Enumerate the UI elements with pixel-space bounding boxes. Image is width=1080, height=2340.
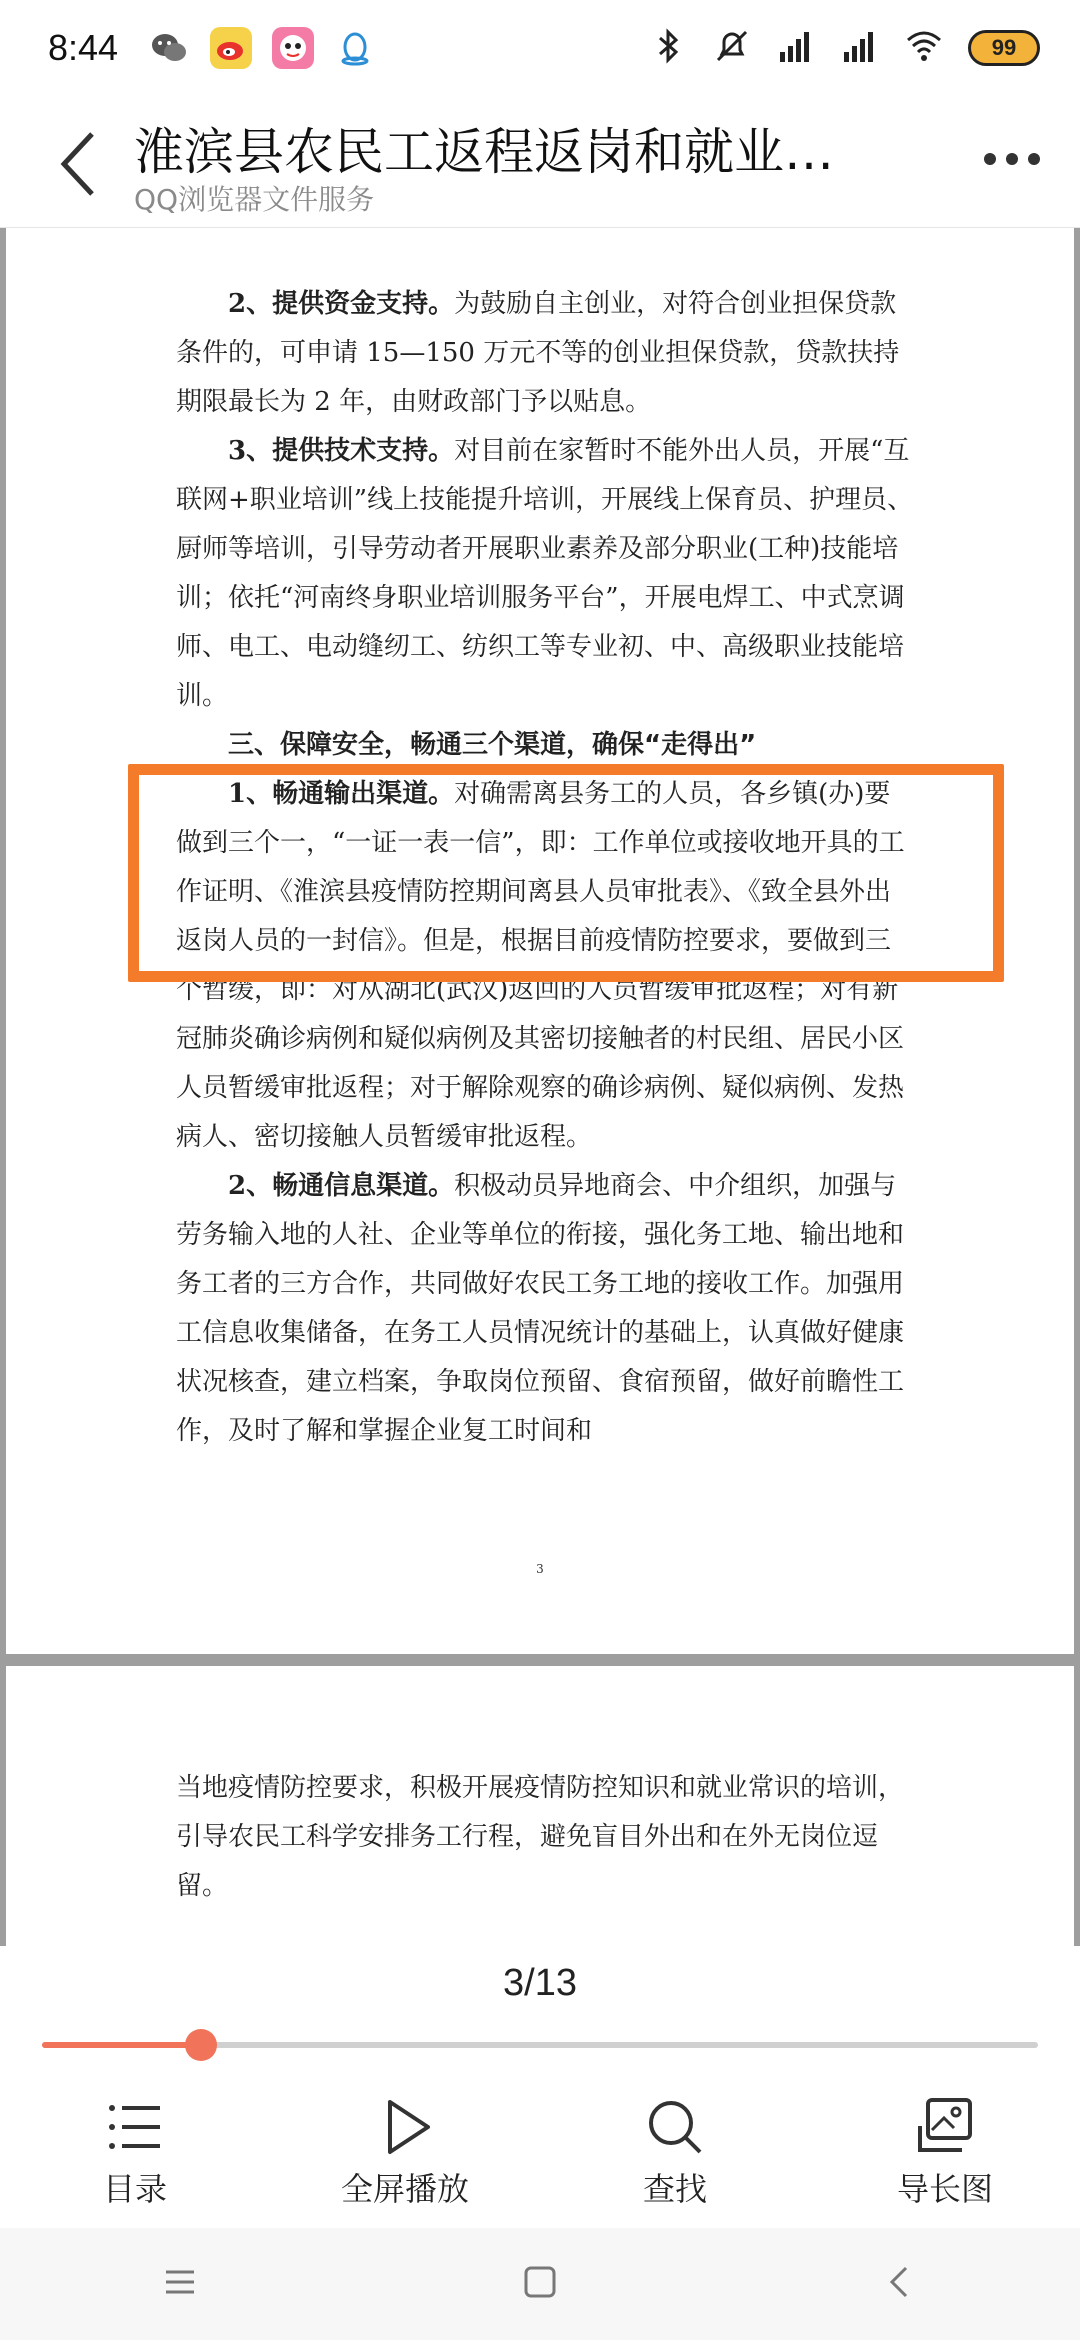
highlight-annotation [128,764,1004,982]
more-dot-icon [984,153,996,165]
fullscreen-play-label: 全屏播放 [340,2170,469,2208]
long-image-icon [914,2096,976,2158]
export-long-image-button[interactable] [845,2096,1045,2210]
paragraph: 3、提供技术支持。对目前在家暂时不能外出人员，开展“互联网+职业培训”线上技能提升培训，开展线上保育员、护理员、厨师等培训，引导劳动者开展职业素养及部分职业(工种)技能培训；依托“河南终身职业培训服务平台”，开展电焊工、中式烹调师、电工、电动缝纫工、纺织工等专业初、中、高级职业技能培训。 [176,436,914,711]
notification-icons [148,27,376,69]
mute-icon [712,26,752,70]
qq-icon [334,27,376,69]
menu-nav-button[interactable] [160,2262,200,2306]
paragraph: 当地疫情防控要求，积极开展疫情防控知识和就业常识的培训，引导农民工科学安排务工行程，避免盲目外出和在外无岗位逗留。 [176,1773,905,1901]
back-arrow-icon [50,124,110,204]
wechat-icon [148,27,190,69]
home-nav-button[interactable] [520,2262,560,2306]
document-page[interactable] [6,1666,1074,1946]
home-square-icon [520,2262,560,2302]
bluetooth-icon [648,26,688,70]
search-icon [644,2096,706,2158]
search-button[interactable] [575,2096,775,2210]
list-icon [104,2096,166,2158]
menu-icon [160,2262,200,2302]
signal-icon-2 [840,26,880,70]
signal-icon [776,26,816,70]
kuaishou-icon [272,27,314,69]
toc-label: 目录 [102,2170,167,2208]
document-viewer[interactable] [0,228,1080,1946]
progress-slider[interactable] [42,2042,1038,2048]
fullscreen-play-button[interactable] [305,2096,505,2210]
document-source: QQ浏览器文件服务 [134,183,375,216]
app-header [0,96,1080,228]
page-indicator: 3/13 [503,1962,577,2004]
page-content [176,1764,916,1911]
battery-indicator: 99 [968,30,1040,66]
status-time: 8:44 [48,27,119,68]
status-bar [0,0,1080,96]
wifi-icon [904,26,944,70]
more-button[interactable] [984,144,1044,174]
system-status [648,26,1040,70]
paragraph: 1、畅通输出渠道。对确需离县务工的人员，各乡镇(办)要做到三个一，“一证一表一信”，即：工作单位或接收地开具的工作证明、《淮滨县疫情防控期间离县人员审批表》、《致全县外出返岗人员的一封信》。但是，根据目前疫情防控要求，要做到三个暂缓，即：对从湖北(武汉)返回的人员暂缓审批返程；对有新冠肺炎确诊病例和疑似病例及其密切接触者的村民组、居民小区人员暂缓审批返程；对于解除观察的确诊病例、疑似病例、发热病人、密切接触人员暂缓审批返程。 [176,779,905,1152]
play-icon [374,2096,436,2158]
toc-button[interactable] [35,2096,235,2210]
more-dot-icon [1028,153,1040,165]
section-heading: 三、保障安全，畅通三个渠道，确保“走得出” [228,730,757,760]
paragraph: 2、畅通信息渠道。积极动员异地商会、中介组织，加强与劳务输入地的人社、企业等单位的衔接，强化务工地、输出地和务工者的三方合作，共同做好农民工务工地的接收工作。加强用工信息收集储备，在务工人员情况统计的基础上，认真做好健康状况核查，建立档案，争取岗位预留、食宿预留，做好前瞻性工作，及时了解和掌握企业复工时间和 [176,1171,905,1446]
weibo-icon [210,27,252,69]
document-title: 淮滨县农民工返程返岗和就业… [134,123,834,181]
page-number: 3 [536,1562,544,1576]
more-dot-icon [1006,153,1018,165]
paragraph: 2、提供资金支持。为鼓励自主创业，对符合创业担保贷款条件的，可申请 15—150 万元不等的创业担保贷款，贷款扶持期限最长为 2 年，由财政部门予以贴息。 [176,289,900,417]
bottom-toolbar [0,2078,1080,2228]
search-label: 查找 [642,2170,707,2208]
export-long-image-label: 导长图 [896,2170,993,2208]
back-nav-button[interactable] [880,2262,920,2306]
progress-handle[interactable] [185,2029,217,2061]
progress-fill [42,2042,201,2048]
back-button[interactable] [50,124,110,204]
system-nav-bar [0,2228,1080,2340]
back-chevron-icon [880,2262,920,2302]
